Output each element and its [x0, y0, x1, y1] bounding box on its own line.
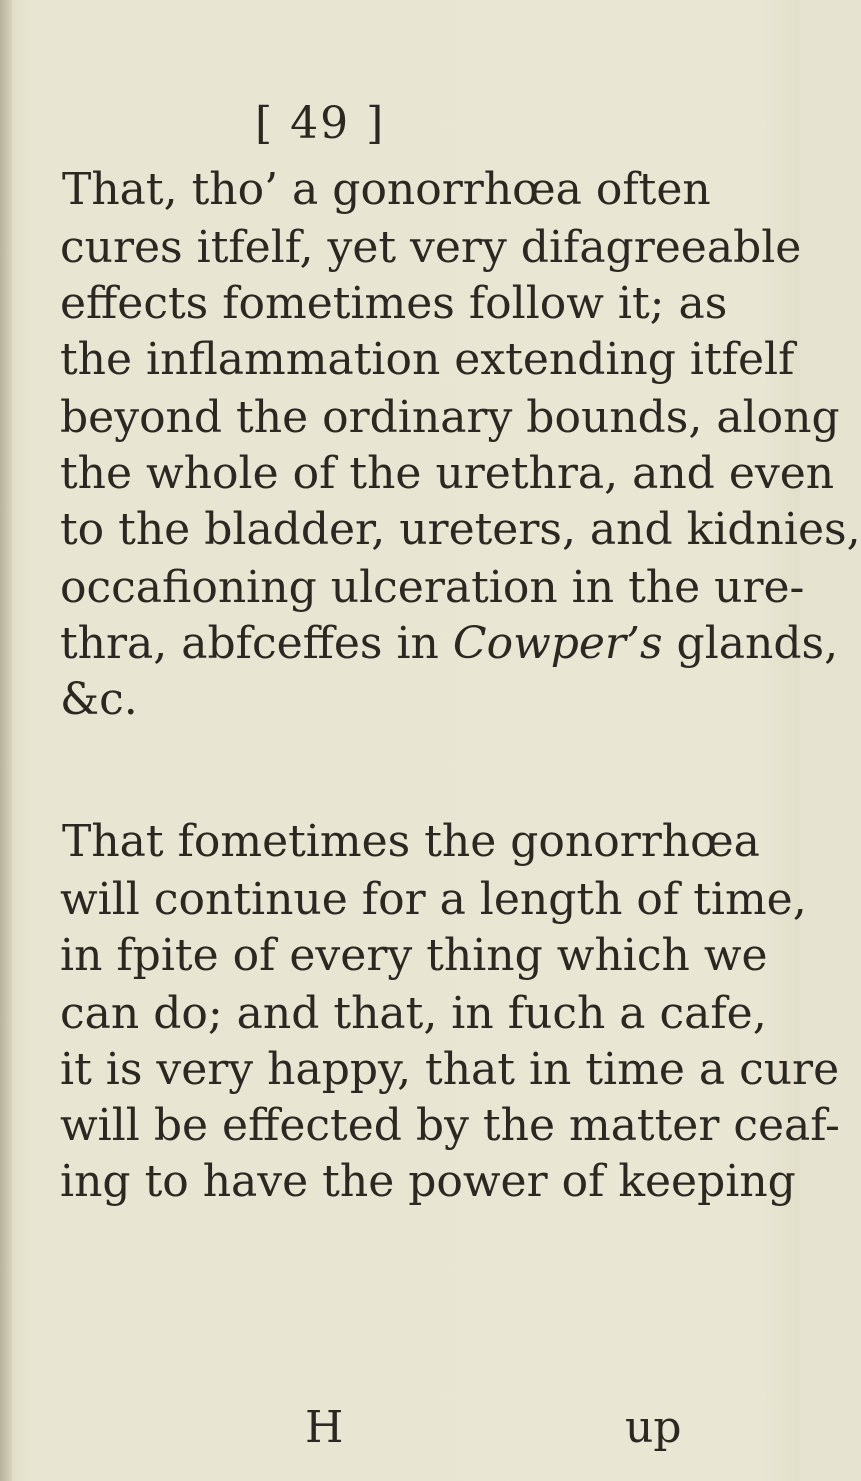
- page-number-header: [ 49 ]: [255, 98, 386, 149]
- text-line: occafioning ulceration in the ure-: [60, 562, 805, 613]
- page-gutter-edge: [0, 0, 12, 1481]
- text-line: in fpite of every thing which we: [60, 930, 768, 981]
- text-line: effects fometimes follow it; as: [60, 278, 728, 329]
- text-line: the whole of the urethra, and even: [60, 448, 835, 499]
- text-line: the inflammation extending itfelf: [60, 334, 795, 385]
- text-line: &c.: [60, 674, 138, 725]
- text-line: to the bladder, ureters, and kidnies,: [60, 504, 861, 555]
- text-line: That, tho’ a gonorrhœa often: [62, 164, 711, 215]
- text-line: cures itfelf, yet very difagreeable: [60, 222, 802, 273]
- text-line: That fometimes the gonorrhœa: [62, 816, 760, 867]
- text-line: ing to have the power of keeping: [60, 1156, 796, 1207]
- text-line: beyond the ordinary bounds, along: [60, 392, 840, 443]
- catchword: up: [625, 1402, 682, 1453]
- text-line: it is very happy, that in time a cure: [60, 1044, 840, 1095]
- text-segment: glands,: [676, 618, 839, 669]
- text-line: will continue for a length of time,: [60, 874, 807, 925]
- text-line: can do; and that, in fuch a cafe,: [60, 988, 767, 1039]
- signature-mark: H: [305, 1402, 344, 1453]
- italic-name: Cowper’s: [452, 618, 663, 669]
- text-line-mixed: [60, 618, 839, 669]
- text-line: will be effected by the matter ceaf-: [60, 1100, 840, 1151]
- text-segment: thra, abfceffes in: [60, 618, 439, 669]
